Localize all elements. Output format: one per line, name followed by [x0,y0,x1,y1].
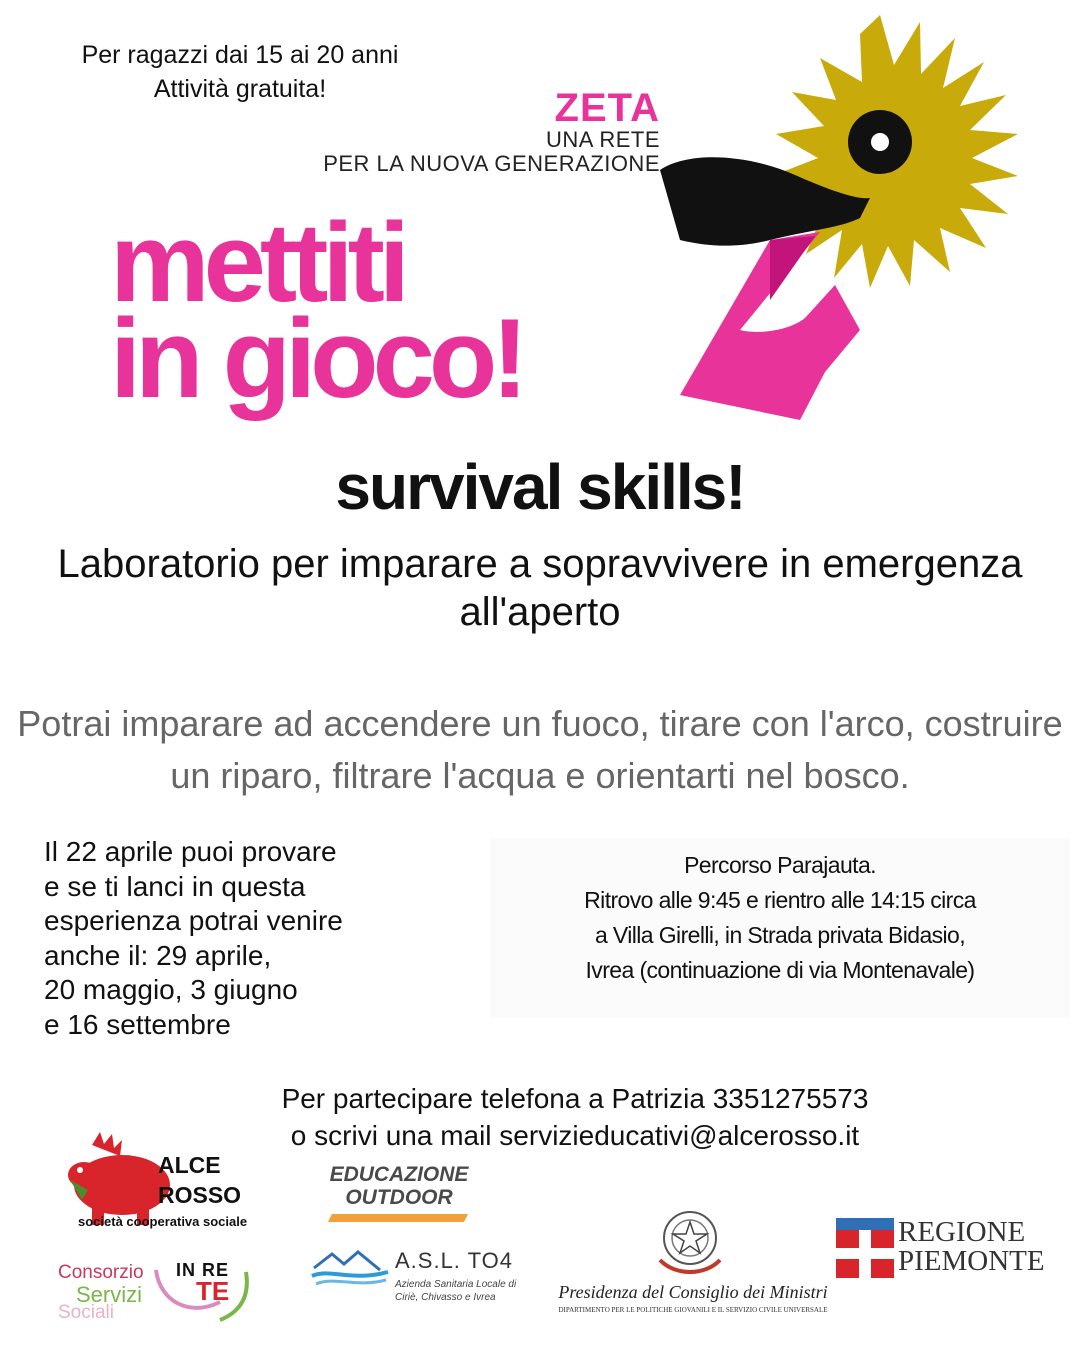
consorzio-line-1: Consorzio [58,1262,144,1283]
alce-caption: società cooperativa sociale [78,1214,248,1229]
age-range: Per ragazzi dai 15 ai 20 anni [81,41,399,69]
zeta-logo-icon [620,0,1080,430]
inrete-line-2: TE [196,1276,230,1306]
place-line: Percorso Parajauta. [684,852,876,878]
alce-line-2: ROSSO [158,1182,242,1208]
alce-line-1: ALCE [158,1152,221,1178]
free-activity: Attività gratuita! [153,75,327,103]
description: Potrai imparare ad accendere un fuoco, tirare con l'arco, costruire un riparo, filtrare l'acqua e orientarti nel bosco. [17,703,1063,796]
alce-rosso-name [158,1150,241,1210]
educazione-outdoor-logo [324,1163,474,1209]
piemonte-line-1: REGIONE [898,1216,1026,1248]
zeta-subtitle-2: PER LA NUOVA GENERAZIONE [323,151,660,176]
inrete-line-1: IN RE [176,1260,230,1280]
edu-line-1: EDUCAZIONE [329,1163,469,1186]
presidenza-dept: DIPARTIMENTO PER LE POLITICHE GIOVANILI E IL SERVIZIO CIVILE UNIVERSALE [558,1306,828,1314]
dates-line: anche il: 29 aprile, [44,939,272,971]
asl-caption: Azienda Sanitaria Locale di Ciriè, Chivasso e Ivrea [395,1279,517,1303]
email-line[interactable]: o scrivi una mail servizieducativi@alcerosso.it [290,1120,860,1151]
headline: survival skills! [335,451,745,523]
slogan-line-2: in gioco! [110,296,523,421]
slogan [110,200,570,421]
place-line: Ivrea (continuazione di via Montenavale) [585,957,975,983]
edu-bar-icon [328,1214,468,1222]
asl-wave-icon [310,1248,390,1288]
dates-line: e se ti lanci in questa [44,870,306,902]
place-line: Ritrovo alle 9:45 e rientro alle 14:15 circa [584,887,976,913]
phone-line[interactable]: Per partecipare telefona a Patrizia 3351275573 [281,1083,869,1114]
zeta-subtitle-1: UNA RETE [545,127,660,152]
dates-line: e 16 settembre [44,1008,231,1040]
zeta-brand [260,88,660,176]
consorzio-line-2: Servizi [76,1282,143,1307]
consorzio-line-3: Sociali [58,1302,114,1323]
place-block [500,848,1060,988]
presidenza-name: Presidenza del Consiglio dei Ministri [558,1282,828,1302]
slogan-line-1: mettiti [110,200,404,325]
regione-piemonte-flag-icon [836,1218,894,1278]
regione-piemonte-name [898,1218,1045,1276]
dates-line: esperienza potrai venire [44,905,343,936]
piemonte-line-2: PIEMONTE [898,1245,1045,1277]
edu-line-2: OUTDOOR [345,1186,453,1209]
dates-line: 20 maggio, 3 giugno [44,974,298,1005]
italian-republic-emblem-icon [650,1200,730,1280]
dates-block [44,835,464,1042]
asl-name: A.S.L. TO4 [395,1248,514,1273]
subtitle: Laboratorio per imparare a sopravvivere in emergenza all'aperto [57,542,1023,634]
zeta-title: ZETA [554,86,660,130]
place-line: a Villa Girelli, in Strada privata Bidasio, [594,922,966,948]
dates-line: Il 22 aprile puoi provare [44,836,337,867]
